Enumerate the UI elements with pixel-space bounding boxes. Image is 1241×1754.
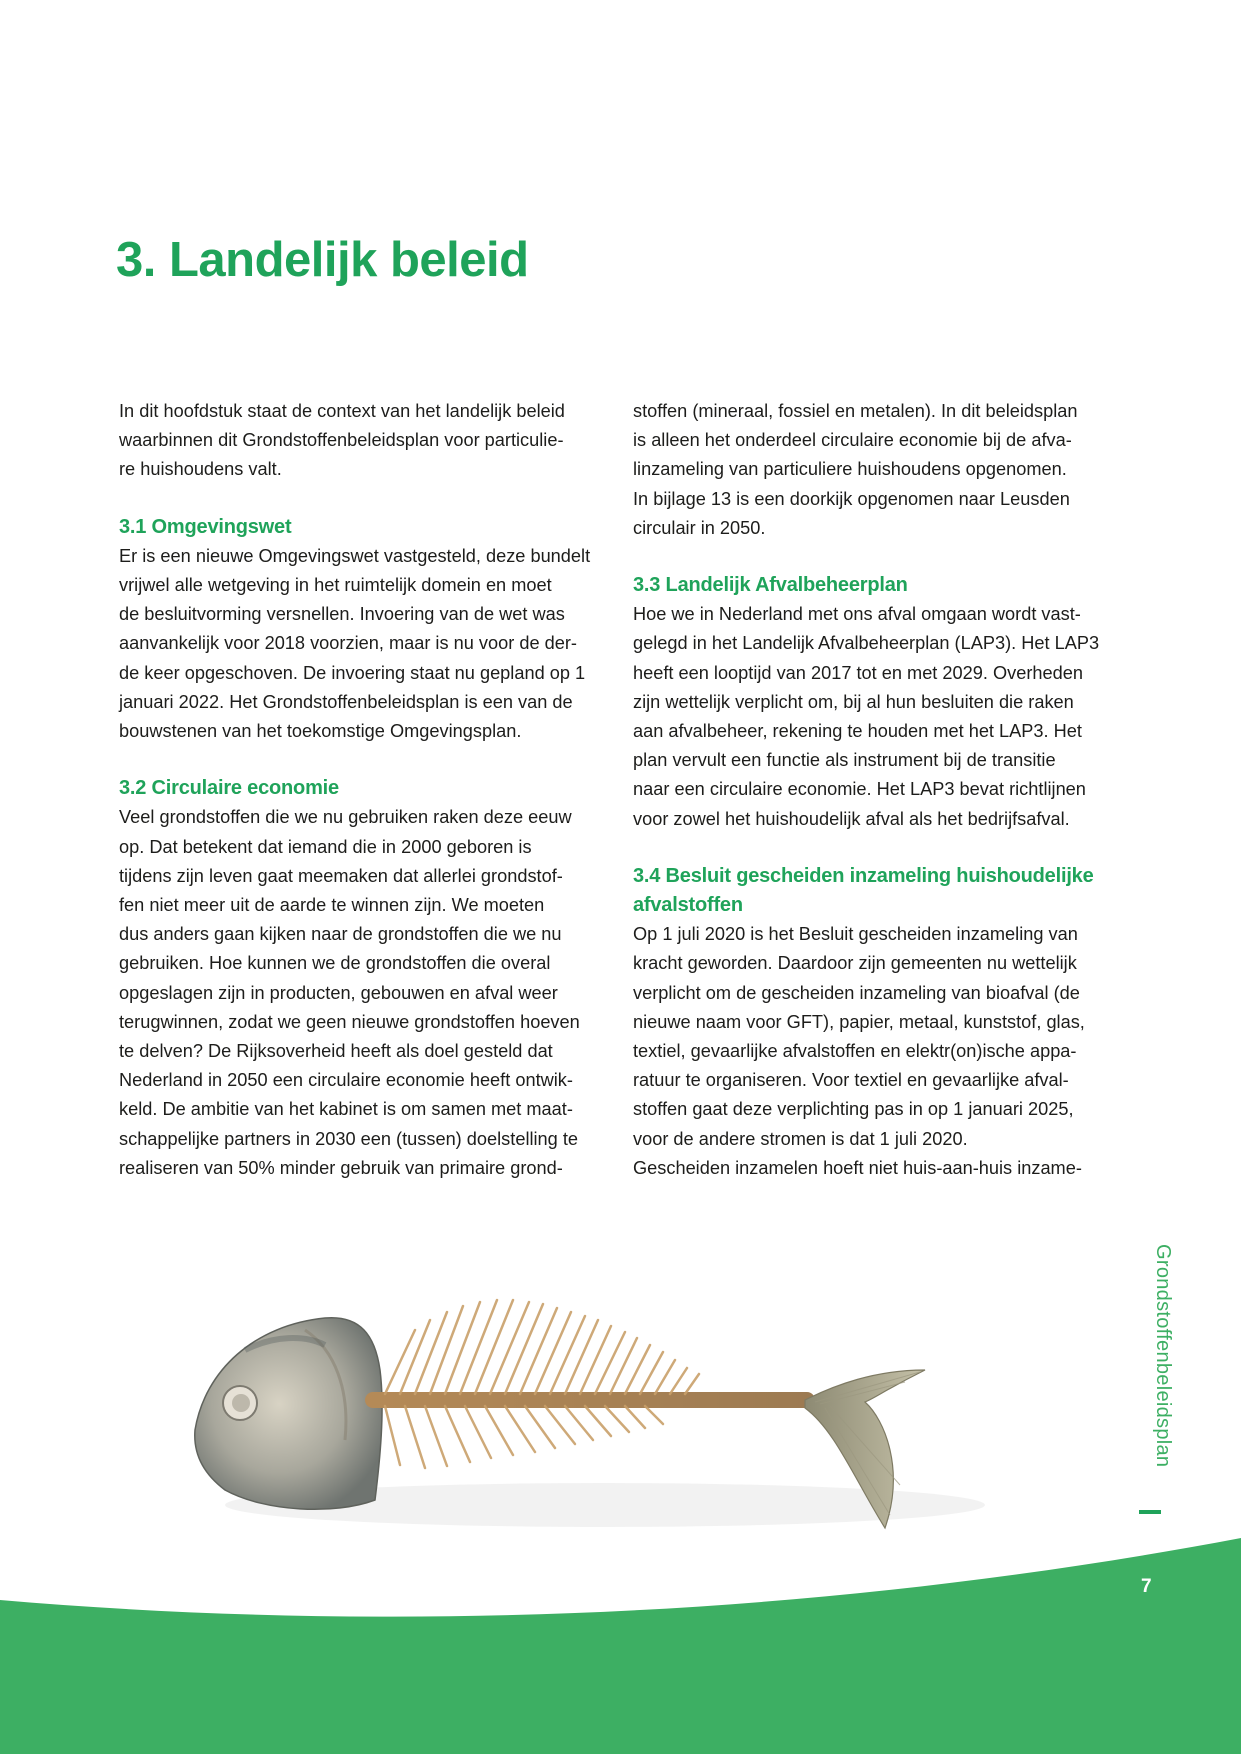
body-line: te delven? De Rijksoverheid heeft als doel gesteld dat (119, 1041, 553, 1062)
body-line: Gescheiden inzamelen hoeft niet huis-aan-huis inzame- (633, 1157, 1082, 1178)
body-line: ratuur te organiseren. Voor textiel en gevaarlijke afval- (633, 1070, 1069, 1091)
intro-line: In dit hoofdstuk staat de context van het landelijk beleid (119, 401, 565, 421)
body-line: Hoe we in Nederland met ons afval omgaan wordt vast- (633, 604, 1081, 625)
section-3-3-heading: 3.3 Landelijk Afvalbeheerplan (633, 574, 908, 597)
body-line: In bijlage 13 is een doorkijk opgenomen naar Leusden (633, 488, 1070, 509)
body-line: is alleen het onderdeel circulaire economie bij de afva- (633, 430, 1072, 451)
body-line: verplicht om de gescheiden inzameling van bioafval (de (633, 982, 1080, 1003)
body-line: voor zowel het huishoudelijk afval als het bedrijfsafval. (633, 808, 1070, 829)
body-line: de keer opgeschoven. De invoering staat nu gepland op 1 (119, 662, 586, 683)
body-line: stoffen gaat deze verplichting pas in op 1 januari 2025, (633, 1099, 1074, 1120)
body-line: naar een circulaire economie. Het LAP3 bevat richtlijnen (633, 779, 1086, 800)
body-line: stoffen (mineraal, fossiel en metalen). In dit beleidsplan (633, 401, 1078, 421)
body-line: Veel grondstoffen die we nu gebruiken raken deze eeuw (119, 807, 572, 828)
section-3-4-heading: afvalstoffen (633, 894, 743, 917)
section-3-1-heading: 3.1 Omgevingswet (119, 515, 292, 538)
body-line: realiseren van 50% minder gebruik van primaire grond- (119, 1157, 563, 1178)
body-line: vrijwel alle wetgeving in het ruimtelijk domein en moet (119, 575, 552, 596)
body-line: de besluitvorming versnellen. Invoering van de wet was (119, 604, 565, 625)
body-line: aan afvalbeheer, rekening te houden met het LAP3. Het (633, 721, 1082, 742)
body-line: circulair in 2050. (633, 517, 766, 538)
body-line: januari 2022. Het Grondstoffenbeleidsplan is een van de (119, 691, 573, 712)
body-line: heeft een looptijd van 2017 tot en met 2029. Overheden (633, 662, 1083, 683)
body-line: Op 1 juli 2020 is het Besluit gescheiden inzameling van (633, 924, 1078, 945)
body-line: zijn wettelijk verplicht om, bij al hun besluiten die raken (633, 691, 1074, 712)
side-document-label: Grondstoffenbeleidsplan (1152, 1244, 1174, 1468)
page-number: 7 (1141, 1576, 1152, 1597)
body-line: keld. De ambitie van het kabinet is om samen met maat- (119, 1099, 573, 1120)
page-title: 3. Landelijk beleid (116, 233, 529, 287)
body-line: gelegd in het Landelijk Afvalbeheerplan (LAP3). Het LAP3 (633, 633, 1100, 654)
section-3-2-heading: 3.2 Circulaire economie (119, 777, 339, 800)
body-line: textiel, gevaarlijke afvalstoffen en elektr(on)ische appa- (633, 1041, 1077, 1062)
body-line: aanvankelijk voor 2018 voorzien, maar is nu voor de der- (119, 633, 577, 654)
body-line: op. Dat betekent dat iemand die in 2000 geboren is (119, 836, 532, 857)
body-line: Nederland in 2050 een circulaire economie heeft ontwik- (119, 1070, 573, 1091)
body-line: Er is een nieuwe Omgevingswet vastgesteld, deze bundelt (119, 545, 591, 566)
body-line: terugwinnen, zodat we geen nieuwe grondstoffen hoeven (119, 1011, 580, 1032)
body-line: opgeslagen zijn in producten, gebouwen en afval weer (119, 982, 558, 1003)
body-line: tijdens zijn leven gaat meemaken dat allerlei grondstof- (119, 865, 563, 886)
section-3-4-heading: 3.4 Besluit gescheiden inzameling huishoudelijke (633, 864, 1094, 887)
body-line: fen niet meer uit de aarde te winnen zijn. We moeten (119, 895, 545, 916)
side-dash (1139, 1510, 1161, 1514)
body-line: kracht geworden. Daardoor zijn gemeenten nu wettelijk (633, 953, 1077, 974)
body-line: voor de andere stromen is dat 1 juli 2020. (633, 1128, 968, 1149)
body-line: plan vervult een functie als instrument bij de transitie (633, 750, 1056, 771)
footer-wave (0, 1530, 1241, 1754)
fish-skeleton-image (185, 1290, 1055, 1560)
intro-line: waarbinnen dit Grondstoffenbeleidsplan voor particulie- (119, 430, 564, 451)
body-line: bouwstenen van het toekomstige Omgevingsplan. (119, 721, 522, 742)
intro-line: re huishoudens valt. (119, 459, 282, 480)
left-column (119, 397, 619, 1183)
body-line: linzameling van particuliere huishoudens opgenomen. (633, 459, 1067, 480)
body-line: schappelijke partners in 2030 een (tussen) doelstelling te (119, 1128, 579, 1149)
right-column (633, 397, 1133, 1183)
body-line: dus anders gaan kijken naar de grondstoffen die we nu (119, 924, 562, 945)
body-line: nieuwe naam voor GFT), papier, metaal, kunststof, glas, (633, 1011, 1085, 1032)
body-line: gebruiken. Hoe kunnen we de grondstoffen die overal (119, 953, 551, 974)
